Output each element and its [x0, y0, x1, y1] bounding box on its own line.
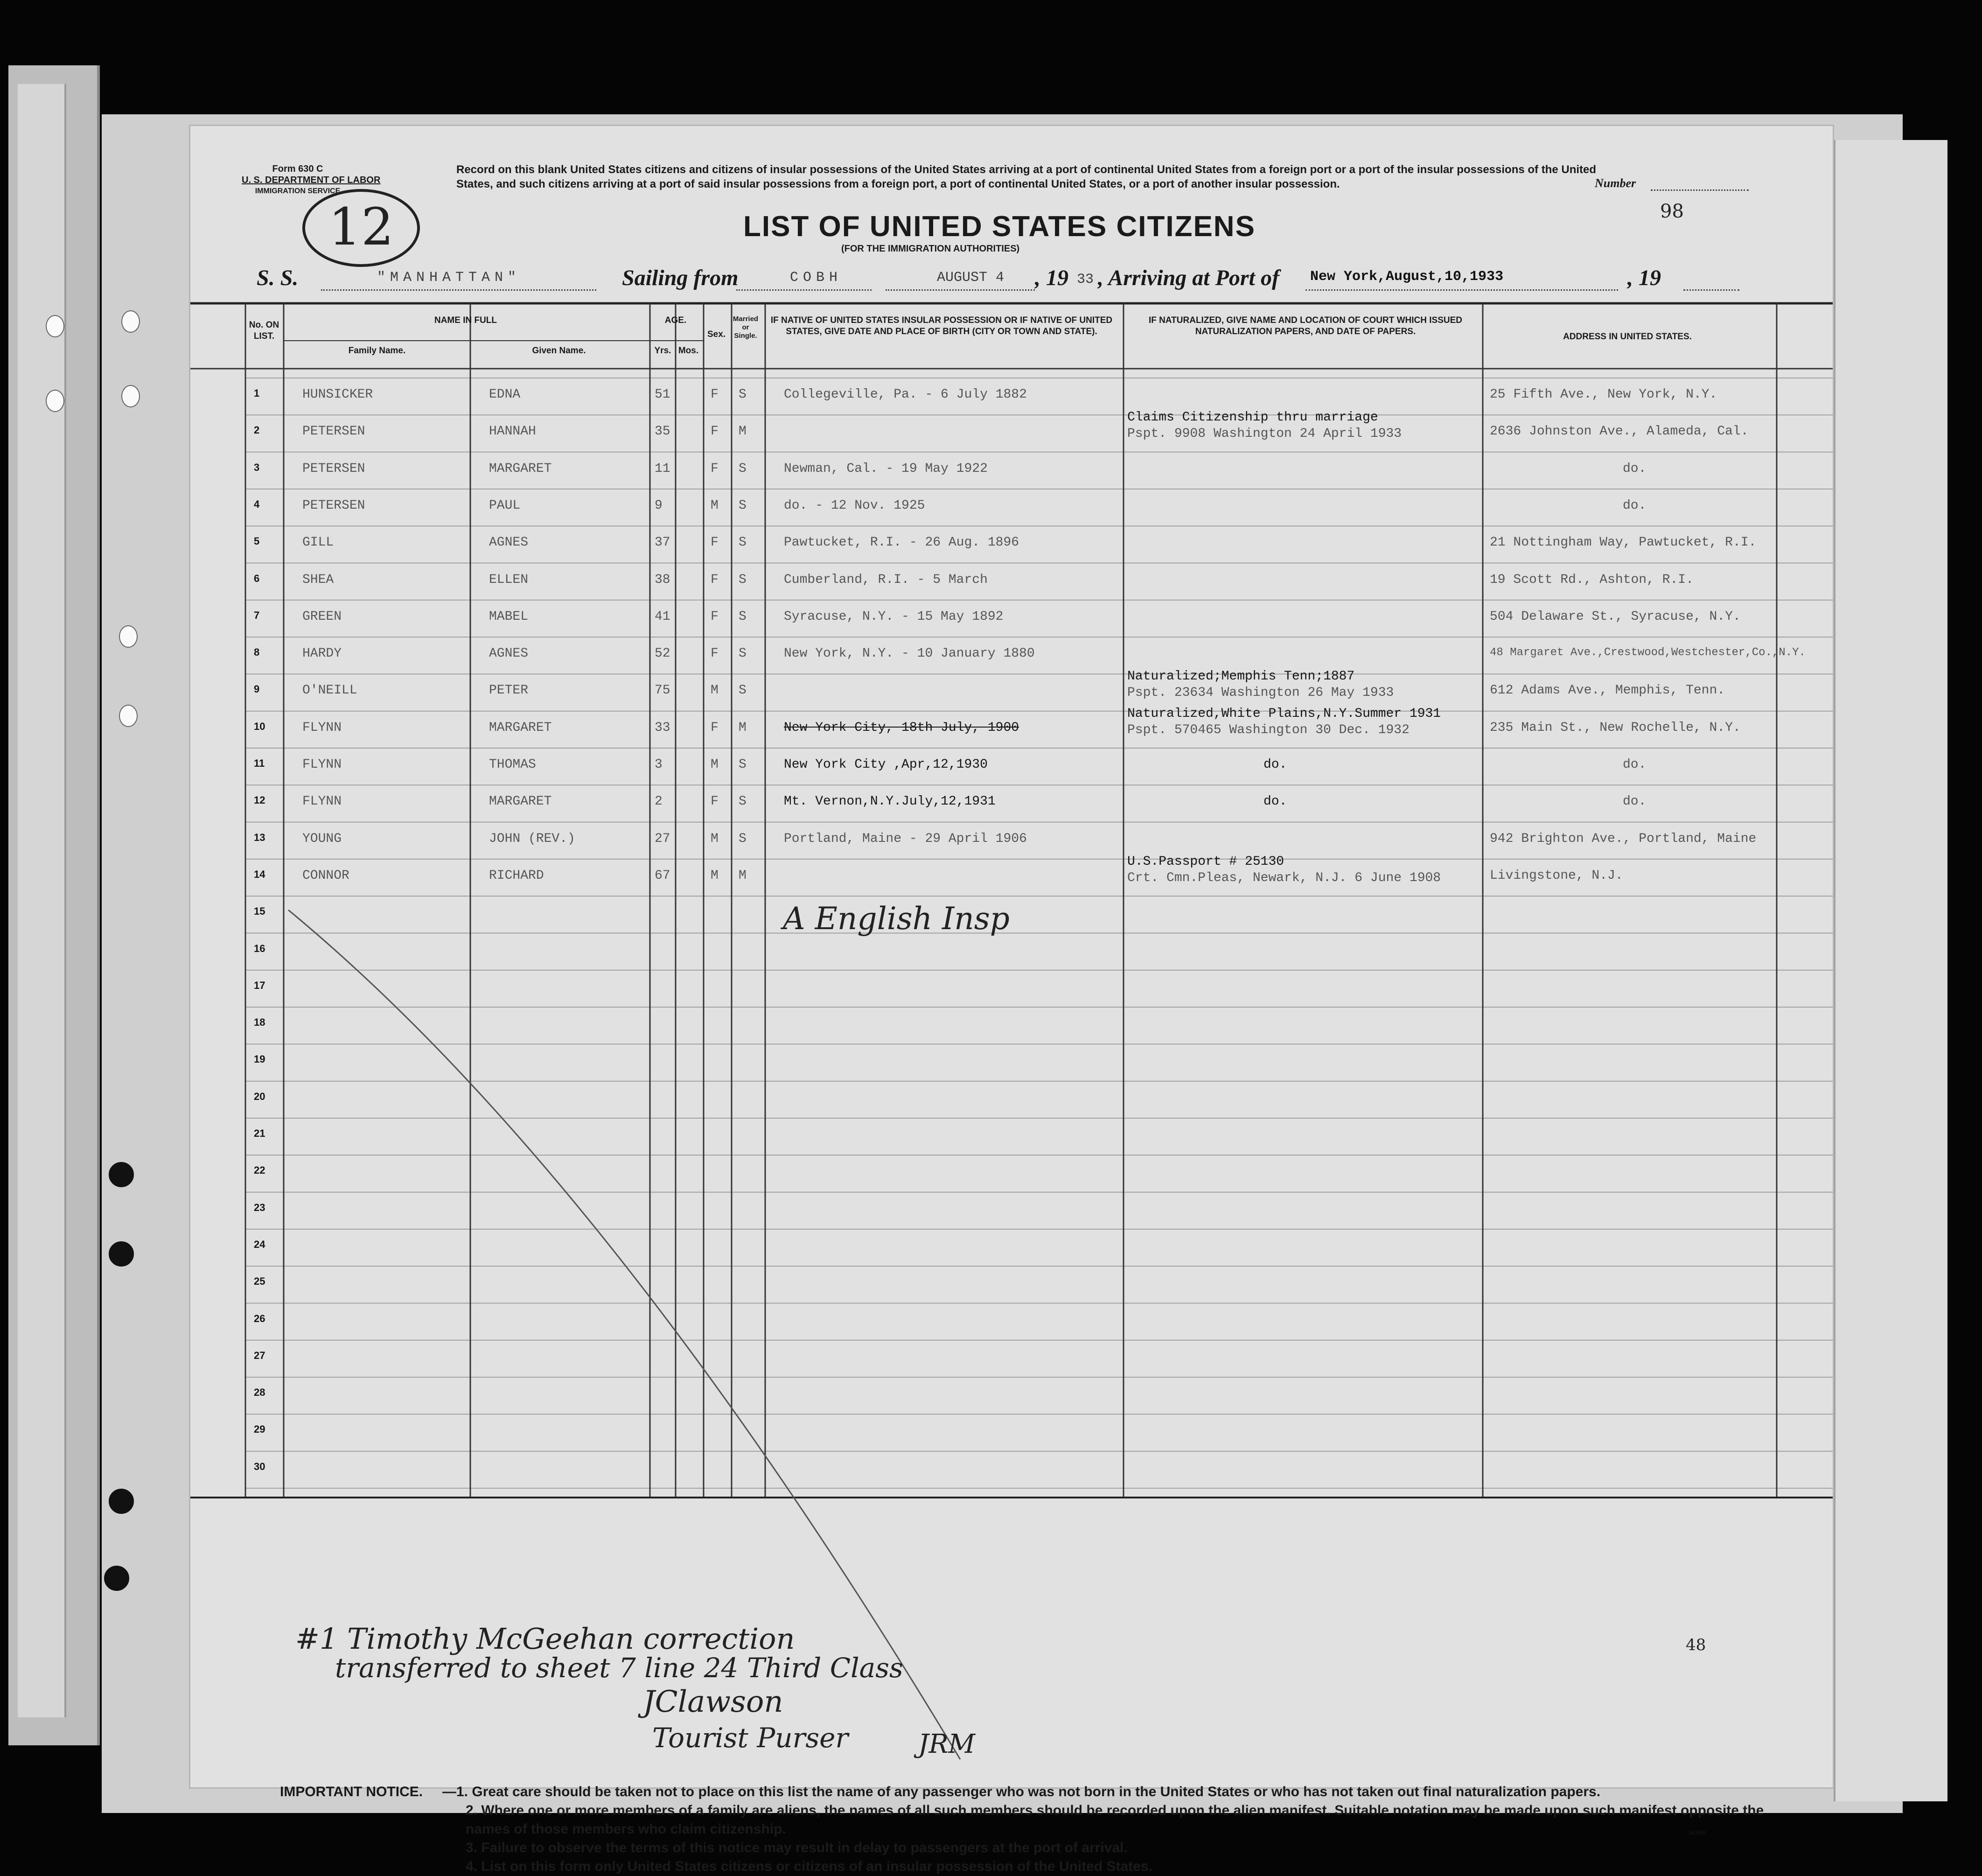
row-number: 7 [254, 609, 260, 621]
header-naturalized: IF NATURALIZED, GIVE NAME AND LOCATION OF COURT WHICH ISSUED NATURALIZATION PAPERS, AND DATE OF PAPERS. [1148, 315, 1462, 336]
marital-status: S [739, 498, 747, 513]
birth-place-date: Portland, Maine - 29 April 1906 [784, 831, 1027, 846]
birth-place-date: Collegeville, Pa. - 6 July 1882 [784, 387, 1027, 402]
row-number: 16 [254, 942, 265, 954]
family-name: O'NEILL [302, 683, 357, 698]
row-number: 24 [254, 1238, 265, 1250]
birth-place-date: New York, N.Y. - 10 January 1880 [784, 646, 1035, 661]
us-address: 19 Scott Rd., Ashton, R.I. [1490, 572, 1694, 587]
age-years: 33 [655, 720, 670, 735]
sex: M [711, 683, 719, 698]
family-name: PETERSEN [302, 498, 365, 513]
sex: F [711, 609, 719, 624]
row-number: 18 [254, 1016, 265, 1029]
row-number: 2 [254, 424, 260, 436]
date-from: AUGUST 4 [937, 270, 1005, 286]
header-age: AGE. [664, 315, 687, 325]
marital-status: S [739, 683, 747, 698]
notice-item-2: 2. Where one or more members of a family are aliens, the names of all such members should be recorded upon the alien manifest. Suitable notation may be made upon such manifest opposite the names of those members who claim citizenship. [466, 1803, 1764, 1837]
intro-text: Record on this blank United States citizens and citizens of insular possessions of the United States arriving at a port of continental United States from a foreign port or a port of the insular possessions of the United States, and such citizens arriving at a port of said insular possessions from a foreign port, a port of continental United States, or a port of another insular possession. [456, 163, 1597, 190]
notice-code: 14-608 [1688, 1829, 1706, 1836]
marital-status: S [739, 535, 747, 550]
birth-place-date: do. - 12 Nov. 1925 [784, 498, 925, 513]
row-number: 14 [254, 868, 265, 880]
row-number: 15 [254, 905, 265, 917]
naturalization-papers: Pspt. 570465 Washington 30 Dec. 1932 [1127, 722, 1410, 737]
arrival-port: New York,August,10,1933 [1310, 269, 1504, 285]
binder-hole [104, 1566, 129, 1591]
row-number: 26 [254, 1312, 265, 1324]
manifest-sheet [190, 126, 1833, 1874]
birth-place-date: Cumberland, R.I. - 5 March [784, 572, 988, 587]
given-name: MARGARET [489, 720, 552, 735]
age-years: 52 [655, 646, 670, 661]
binder-hole [121, 310, 140, 333]
us-address: do. [1623, 794, 1647, 809]
age-years: 3 [655, 757, 663, 772]
ship-name: "MANHATTAN" [377, 270, 521, 286]
number-label: Number [1595, 176, 1636, 190]
marital-status: M [739, 868, 747, 883]
department: U. S. DEPARTMENT OF LABOR [242, 175, 381, 185]
marital-status: M [739, 720, 747, 735]
naturalization-info: Claims Citizenship thru marriage [1127, 410, 1378, 425]
row-number: 5 [254, 535, 260, 547]
marital-status: S [739, 387, 747, 402]
sex: M [711, 831, 719, 846]
row-number: 25 [254, 1275, 265, 1288]
family-name: FLYNN [302, 757, 342, 772]
header-mos: Mos. [678, 346, 699, 356]
us-address: do. [1623, 461, 1647, 476]
sex: M [711, 868, 719, 883]
age-years: 37 [655, 535, 670, 550]
port-from: COBH [790, 270, 843, 286]
row-number: 21 [254, 1127, 265, 1139]
binder-hole [109, 1241, 134, 1267]
given-name: PETER [489, 683, 529, 698]
family-name: YOUNG [302, 831, 342, 846]
next-page-edge [1834, 140, 1947, 1801]
family-name: GREEN [302, 609, 342, 624]
header-married-single: Married or Single. [733, 315, 759, 340]
family-name: HUNSICKER [302, 387, 373, 402]
header-name-in-full: NAME IN FULL [434, 315, 497, 325]
correction-note-line2: transferred to sheet 7 line 24 Third Class [335, 1652, 903, 1684]
marital-status: S [739, 461, 747, 476]
family-name: FLYNN [302, 720, 342, 735]
naturalization-info: U.S.Passport # 25130 [1127, 854, 1284, 869]
ss-label: S. S. [257, 266, 299, 290]
year-suffix: 33 [1077, 272, 1094, 287]
naturalization-info: do. [1263, 794, 1287, 809]
given-name: HANNAH [489, 424, 536, 439]
row-number: 29 [254, 1423, 265, 1435]
year-end: , 19 [1627, 266, 1661, 290]
sex: M [711, 498, 719, 513]
family-name: GILL [302, 535, 334, 550]
row-number: 6 [254, 572, 260, 584]
family-name: FLYNN [302, 794, 342, 809]
us-address: 942 Brighton Ave., Portland, Maine [1490, 831, 1757, 846]
us-address: 48 Margaret Ave.,Crestwood,Westchester,Co.,N.Y. [1490, 646, 1806, 659]
marital-status: M [739, 424, 747, 439]
marital-status: S [739, 757, 747, 772]
given-name: PAUL [489, 498, 521, 513]
row-number: 22 [254, 1164, 265, 1176]
given-name: RICHARD [489, 868, 544, 883]
birth-place-date: New York City ,Apr,12,1930 [784, 757, 988, 772]
page-mark: 48 [1686, 1636, 1706, 1654]
age-years: 9 [655, 498, 663, 513]
birth-place-date: Newman, Cal. - 19 May 1922 [784, 461, 988, 476]
given-name: AGNES [489, 646, 529, 661]
header-no: No. ON LIST. [249, 320, 279, 341]
marital-status: S [739, 609, 747, 624]
us-address: 612 Adams Ave., Memphis, Tenn. [1490, 683, 1725, 698]
age-years: 67 [655, 868, 670, 883]
sheet-mark: 12 [328, 197, 394, 257]
row-number: 10 [254, 720, 265, 732]
purser-signature: JClawson [643, 1685, 783, 1719]
birth-place-date: Syracuse, N.Y. - 15 May 1892 [784, 609, 1004, 624]
row-number: 9 [254, 683, 260, 695]
age-years: 38 [655, 572, 670, 587]
row-number: 20 [254, 1090, 265, 1102]
row-number: 4 [254, 498, 260, 510]
binder-hole [109, 1489, 134, 1514]
binder-hole [119, 625, 138, 648]
birth-place-date: Pawtucket, R.I. - 26 Aug. 1896 [784, 535, 1019, 550]
form-number: Form 630 C [272, 164, 323, 174]
age-years: 2 [655, 794, 663, 809]
given-name: MABEL [489, 609, 529, 624]
row-number: 1 [254, 387, 260, 399]
inspector-signature: A English Insp [783, 901, 1010, 937]
sex: F [711, 461, 719, 476]
sex: M [711, 757, 719, 772]
page-title: LIST OF UNITED STATES CITIZENS [743, 210, 1256, 243]
us-address: 2636 Johnston Ave., Alameda, Cal. [1490, 424, 1749, 439]
row-number: 3 [254, 461, 260, 473]
binder-hole [121, 385, 140, 407]
notice-item-1: —1. Great care should be taken not to place on this list the name of any passenger who was not born in the United States or who has not taken out final naturalization papers. [442, 1784, 1601, 1799]
important-notice-label: IMPORTANT NOTICE. [280, 1784, 423, 1799]
birth-place-date: New York City, 18th July, 1900 [784, 720, 1019, 735]
manifest-table-grid [190, 126, 1833, 1787]
given-name: AGNES [489, 535, 529, 550]
row-number: 8 [254, 646, 260, 658]
sex: F [711, 535, 719, 550]
page-subtitle: (FOR THE IMMIGRATION AUTHORITIES) [841, 244, 1020, 254]
given-name: JOHN (REV.) [489, 831, 575, 846]
family-name: PETERSEN [302, 424, 365, 439]
sex: F [711, 794, 719, 809]
sex: F [711, 387, 719, 402]
service: IMMIGRATION SERVICE [255, 187, 341, 195]
row-number: 27 [254, 1349, 265, 1361]
header-family-name: Family Name. [348, 346, 406, 356]
family-name: CONNOR [302, 868, 349, 883]
marital-status: S [739, 794, 747, 809]
notice-item-4: 4. List on this form only United States citizens or citizens of an insular possession of the United States. [466, 1859, 1152, 1874]
naturalization-papers: Pspt. 9908 Washington 24 April 1933 [1127, 427, 1402, 441]
us-address: do. [1623, 498, 1647, 513]
us-address: 235 Main St., New Rochelle, N.Y. [1490, 720, 1741, 735]
binder-hole [46, 390, 64, 412]
header-yrs: Yrs. [654, 346, 671, 356]
given-name: EDNA [489, 387, 521, 402]
naturalization-papers: Pspt. 23634 Washington 26 May 1933 [1127, 686, 1394, 700]
year-prefix: , 19 [1035, 266, 1068, 290]
sex: F [711, 572, 719, 587]
given-name: ELLEN [489, 572, 529, 587]
row-number: 28 [254, 1386, 265, 1399]
us-address: 25 Fifth Ave., New York, N.Y. [1490, 387, 1717, 402]
family-name: SHEA [302, 572, 334, 587]
row-number: 23 [254, 1201, 265, 1213]
binder-hole [46, 315, 64, 337]
binder-hole [109, 1162, 134, 1187]
header-birth: IF NATIVE OF UNITED STATES INSULAR POSSESSION OR IF NATIVE OF UNITED STATES, GIVE DATE AND PLACE OF BIRTH (CITY OR TOWN AND STATE). [770, 315, 1113, 336]
sailing-label: Sailing from [622, 266, 739, 290]
family-name: HARDY [302, 646, 342, 661]
marital-status: S [739, 646, 747, 661]
notice-item-3: 3. Failure to observe the terms of this notice may result in delay to passengers at the port of arrival. [466, 1840, 1128, 1855]
row-number: 19 [254, 1053, 265, 1065]
naturalization-info: Naturalized,White Plains,N.Y.Summer 1931 [1127, 706, 1441, 721]
row-number: 13 [254, 831, 265, 843]
sex: F [711, 646, 719, 661]
naturalization-info: Naturalized;Memphis Tenn;1887 [1127, 669, 1355, 684]
initials: JRM [918, 1729, 975, 1759]
family-name: PETERSEN [302, 461, 365, 476]
marital-status: S [739, 572, 747, 587]
age-years: 41 [655, 609, 670, 624]
row-number: 11 [254, 757, 265, 769]
age-years: 51 [655, 387, 670, 402]
naturalization-papers: Crt. Cmn.Pleas, Newark, N.J. 6 June 1908 [1127, 870, 1441, 885]
us-address: do. [1623, 757, 1647, 772]
naturalization-info: do. [1263, 757, 1287, 772]
number-value: 98 [1660, 201, 1684, 222]
binder-hole [119, 705, 138, 727]
marital-status: S [739, 831, 747, 846]
age-years: 27 [655, 831, 670, 846]
age-years: 35 [655, 424, 670, 439]
birth-place-date: Mt. Vernon,N.Y.July,12,1931 [784, 794, 996, 809]
given-name: MARGARET [489, 794, 552, 809]
us-address: 21 Nottingham Way, Pawtucket, R.I. [1490, 535, 1757, 550]
arriving-label: , Arriving at Port of [1098, 266, 1279, 290]
row-number: 17 [254, 979, 265, 991]
us-address: Livingstone, N.J. [1490, 868, 1623, 883]
purser-title: Tourist Purser [652, 1722, 849, 1754]
us-address: 504 Delaware St., Syracuse, N.Y. [1490, 609, 1741, 624]
sex: F [711, 720, 719, 735]
correction-note-line1: #1 Timothy McGeehan correction [295, 1622, 795, 1656]
sex: F [711, 424, 719, 439]
given-name: THOMAS [489, 757, 536, 772]
header-sex: Sex. [707, 329, 726, 339]
header-given-name: Given Name. [532, 346, 586, 356]
row-number: 12 [254, 794, 265, 806]
age-years: 11 [655, 461, 670, 476]
row-number: 30 [254, 1460, 265, 1472]
header-address: ADDRESS IN UNITED STATES. [1563, 332, 1692, 342]
given-name: MARGARET [489, 461, 552, 476]
age-years: 75 [655, 683, 670, 698]
